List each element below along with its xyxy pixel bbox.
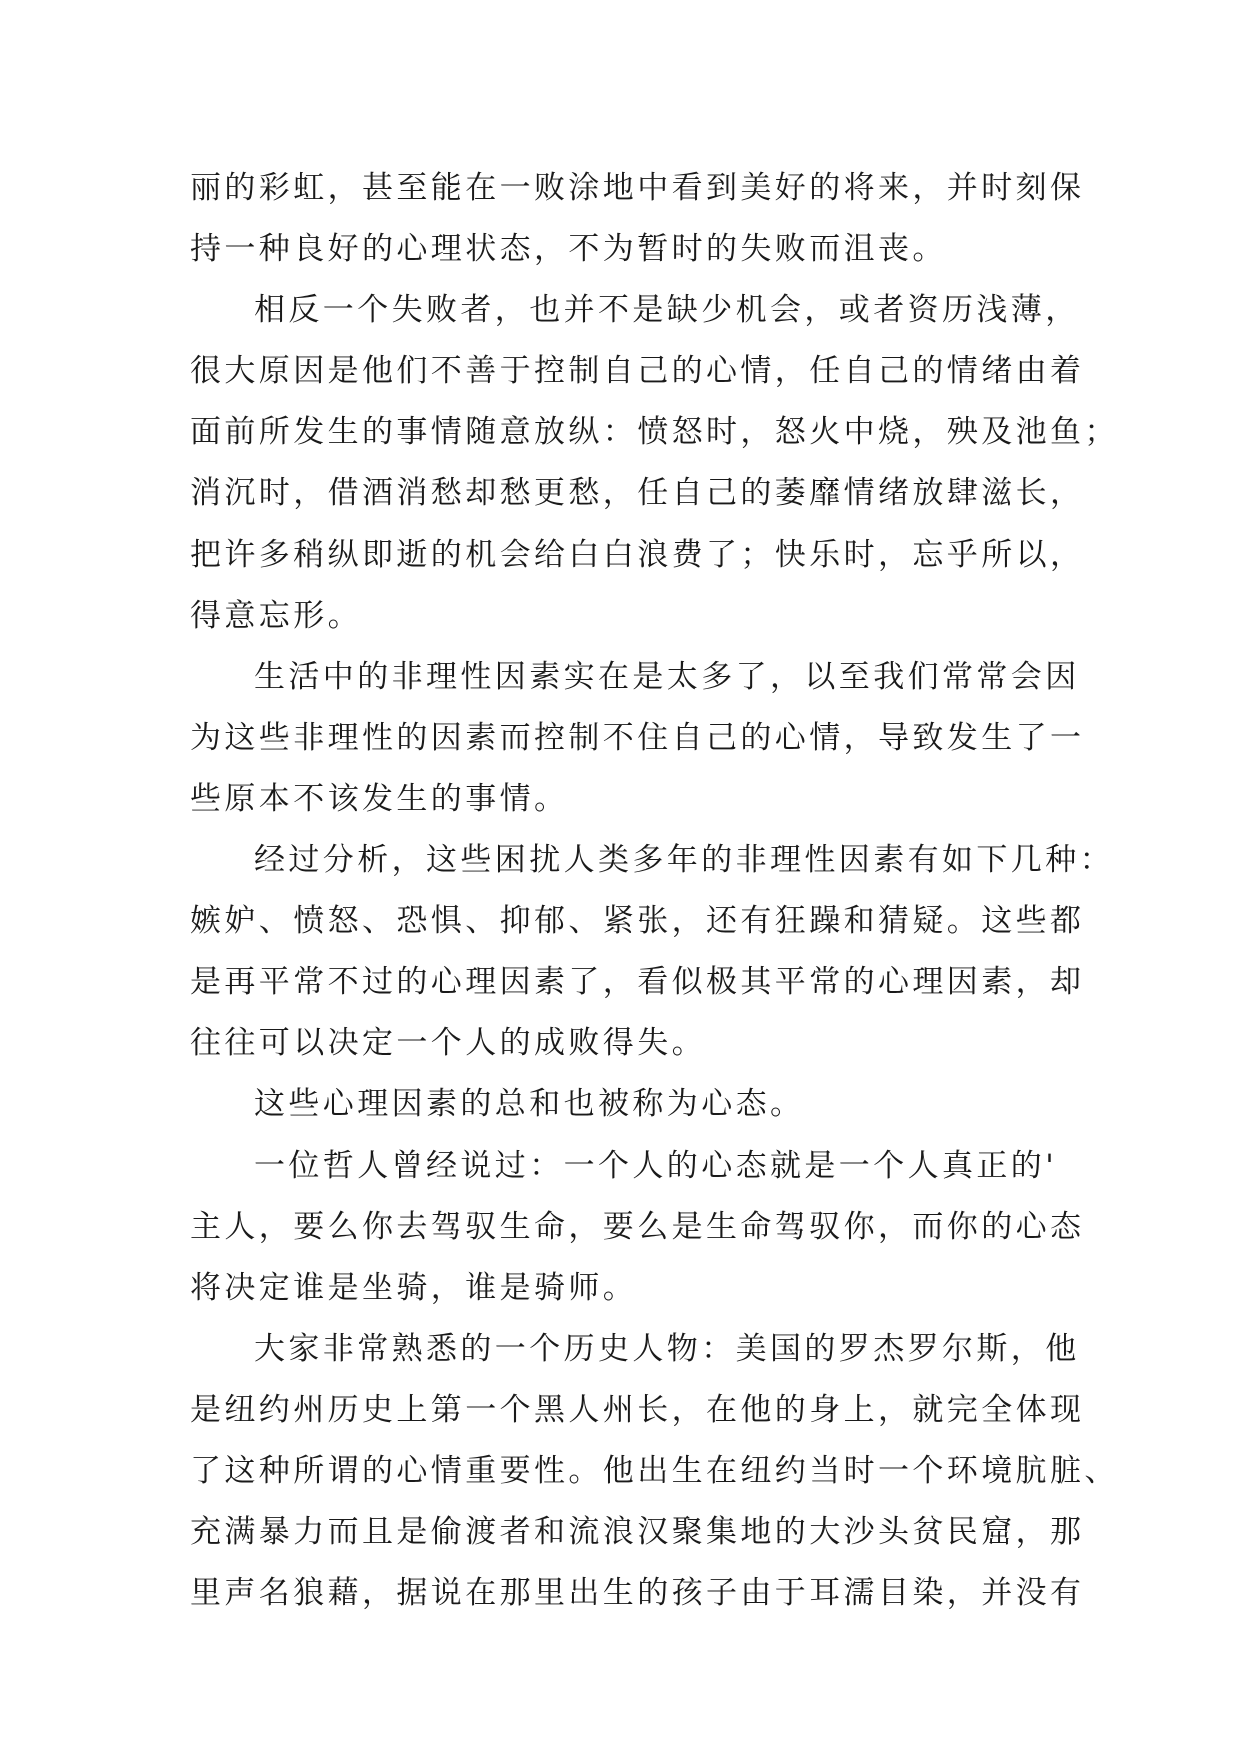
paragraph-6 bbox=[190, 1136, 1085, 1319]
paragraph-5 bbox=[190, 1074, 1070, 1135]
paragraph-1 bbox=[190, 158, 1085, 280]
text-line: 一位哲人曾经说过：一个人的心态就是一个人真正的' bbox=[254, 1147, 1058, 1184]
paragraph-4 bbox=[190, 830, 1114, 1074]
text-line: 把许多稍纵即逝的机会给白白浪费了；快乐时，忘乎所以， bbox=[190, 536, 1085, 573]
text-line: 生活中的非理性因素实在是太多了，以至我们常常会因 bbox=[254, 658, 1080, 695]
text-line: 为这些非理性的因素而控制不住自己的心情，导致发生了一 bbox=[190, 719, 1085, 756]
text-line: 是纽约州历史上第一个黑人州长，在他的身上，就完全体现 bbox=[190, 1391, 1085, 1428]
paragraph-7 bbox=[190, 1319, 1119, 1624]
text-line: 面前所发生的事情随意放纵：愤怒时，怒火中烧，殃及池鱼； bbox=[190, 414, 1119, 451]
text-line: 里声名狼藉，据说在那里出生的孩子由于耳濡目染，并没有 bbox=[190, 1575, 1085, 1612]
text-line: 丽的彩虹，甚至能在一败涂地中看到美好的将来，并时刻保 bbox=[190, 170, 1085, 206]
text-line: 充满暴力而且是偷渡者和流浪汉聚集地的大沙头贫民窟，那 bbox=[190, 1514, 1085, 1551]
text-line: 将决定谁是坐骑，谁是骑师。 bbox=[190, 1269, 638, 1306]
paragraph-3 bbox=[190, 647, 1085, 830]
text-line: 些原本不该发生的事情。 bbox=[190, 780, 569, 817]
text-line: 了这种所谓的心情重要性。他出生在纽约当时一个环境肮脏、 bbox=[190, 1452, 1119, 1489]
document-body bbox=[190, 158, 1119, 1624]
text-line: 大家非常熟悉的一个历史人物：美国的罗杰罗尔斯，他 bbox=[254, 1330, 1080, 1367]
text-line: 相反一个失败者，也并不是缺少机会，或者资历浅薄， bbox=[254, 292, 1080, 329]
text-line: 主人，要么你去驾驭生命，要么是生命驾驭你，而你的心态 bbox=[190, 1208, 1085, 1245]
text-line: 经过分析，这些困扰人类多年的非理性因素有如下几种： bbox=[254, 842, 1114, 879]
text-line: 是再平常不过的心理因素了，看似极其平常的心理因素，却 bbox=[190, 964, 1085, 1001]
paragraph-2 bbox=[190, 280, 1119, 647]
text-line: 消沉时，借酒消愁却愁更愁，任自己的萎靡情绪放肆滋长， bbox=[190, 475, 1085, 512]
text-line: 很大原因是他们不善于控制自己的心情，任自己的情绪由着 bbox=[190, 353, 1085, 390]
text-line: 得意忘形。 bbox=[190, 597, 362, 634]
text-line: 往往可以决定一个人的成败得失。 bbox=[190, 1025, 706, 1062]
text-line: 嫉妒、愤怒、恐惧、抑郁、紧张，还有狂躁和猜疑。这些都 bbox=[190, 903, 1085, 940]
text-line: 这些心理因素的总和也被称为心态。 bbox=[254, 1086, 805, 1123]
text-line: 持一种良好的心理状态，不为暂时的失败而沮丧。 bbox=[190, 231, 947, 268]
